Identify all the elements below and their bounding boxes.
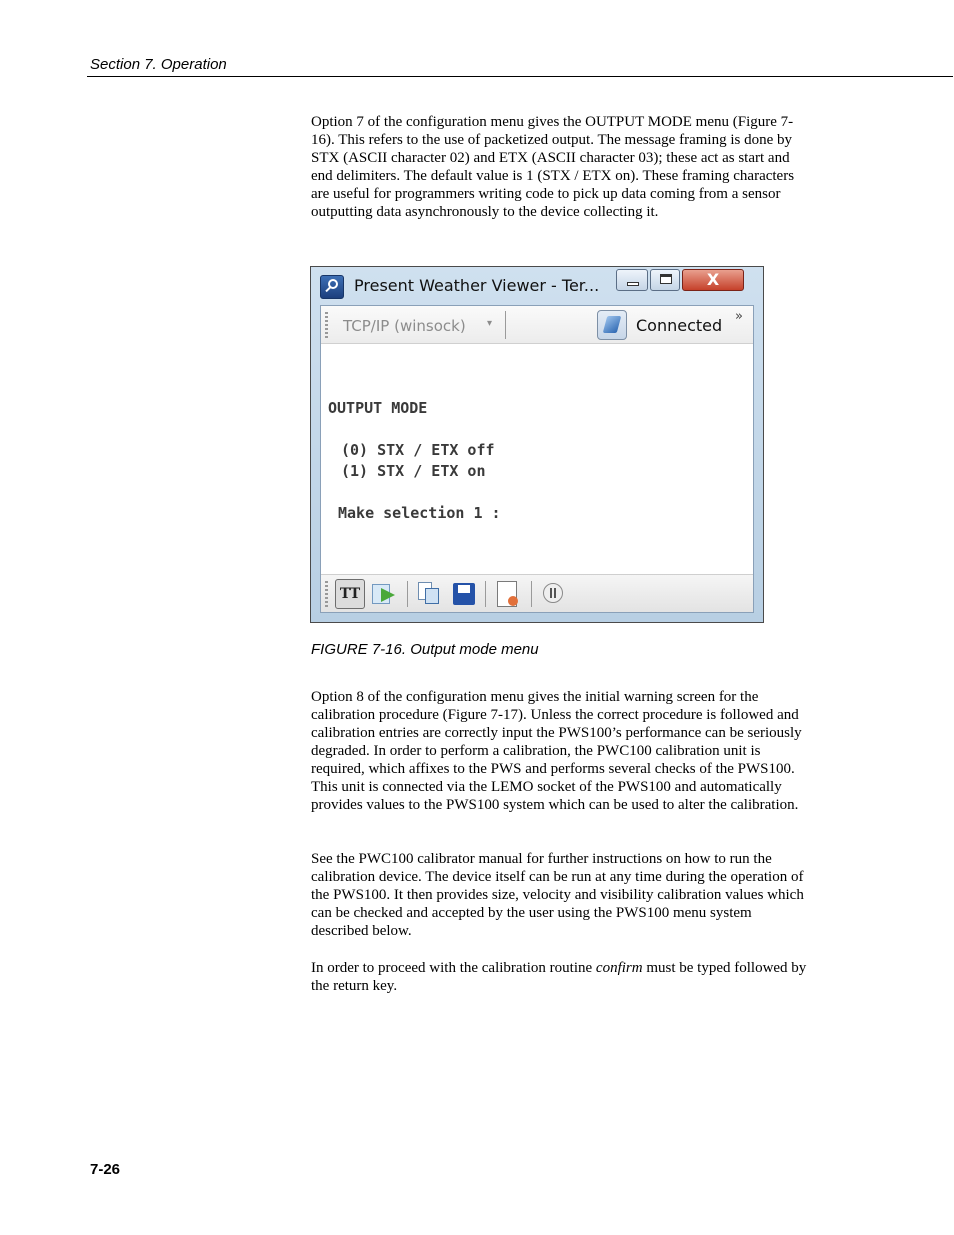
send-file-icon[interactable] — [369, 579, 399, 609]
minimize-button[interactable] — [616, 269, 648, 291]
caption-buttons — [616, 269, 759, 293]
close-icon: X — [706, 270, 720, 289]
text-mode-button[interactable]: TT — [335, 579, 365, 609]
section-header: Section 7. Operation — [90, 56, 227, 73]
close-button[interactable] — [682, 269, 744, 291]
header-rule — [87, 76, 953, 77]
app-icon — [320, 275, 344, 299]
chevron-down-icon[interactable]: ▾ — [487, 318, 493, 329]
paragraph-calibrator-manual: See the PWC100 calibrator manual for further instructions on how to run the calibration device. The device itself can be run at any time during the operation of the PWS100. It then provides size, velocity and visibility calibration values which can be checked and accepted by the user using the PWS100 menu system described below. — [311, 851, 804, 939]
toolbar-divider — [485, 581, 486, 607]
paragraph-output-mode: Option 7 of the configuration menu gives the OUTPUT MODE menu (Figure 7-16). This refers to the use of packetized output. The message framing is done by STX (ASCII character 02) and ETX (ASCII character 03); these act as start and end delimiters. The default value is 1 (STX / ETX on). These framing characters are useful for programmers writing code to pick up data coming from a sensor outputting data asynchronously to the device collecting it. — [311, 114, 795, 220]
page-number: 7-26 — [90, 1161, 121, 1178]
toolbar-grip[interactable] — [325, 581, 328, 607]
toolbar-overflow-icon[interactable]: » — [735, 309, 743, 324]
toolbar-divider — [505, 311, 506, 339]
copy-icon[interactable] — [415, 579, 445, 609]
paragraph-confirm — [311, 959, 811, 995]
toolbar-divider — [407, 581, 408, 607]
terminal-output[interactable] — [321, 344, 753, 570]
terminal-prompt: Make selection 1 : — [338, 504, 501, 522]
maximize-button[interactable] — [650, 269, 680, 291]
terminal-window-screenshot — [310, 266, 764, 623]
window-title: Present Weather Viewer - Ter... — [354, 276, 600, 295]
terminal-option-0: (0) STX / ETX off — [341, 441, 495, 459]
window-client-area — [320, 305, 754, 613]
connection-status-label: Connected — [636, 316, 723, 335]
toolbar-divider — [531, 581, 532, 607]
connect-icon[interactable] — [597, 310, 627, 340]
connection-toolbar — [321, 306, 753, 344]
pause-icon[interactable] — [539, 579, 569, 609]
window-titlebar — [311, 267, 763, 305]
terminal-toolbar — [321, 574, 753, 612]
figure-caption: FIGURE 7-16. Output mode menu — [311, 641, 539, 658]
log-file-icon[interactable] — [493, 579, 523, 609]
save-icon[interactable] — [449, 579, 479, 609]
terminal-option-1: (1) STX / ETX on — [341, 462, 486, 480]
terminal-heading: OUTPUT MODE — [328, 399, 428, 417]
confirm-keyword: confirm — [595, 960, 643, 976]
connection-type-select[interactable]: TCP/IP (winsock) — [343, 317, 466, 335]
toolbar-grip[interactable] — [325, 312, 328, 338]
paragraph-calibration: Option 8 of the configuration menu gives the initial warning screen for the calibration procedure (Figure 7-17). Unless the correct procedure is followed and calibration entries are correctly input the PWS100’s performance can be seriously degraded. In order to perform a calibration, the PWC100 calibration unit is required, which affixes to the PWS and performs several checks of the PWS100. This unit is connected via the LEMO socket of the PWS100 and automatically provides values to the PWS100 system which can be used to alter the calibration. — [311, 689, 802, 813]
confirm-text-before: In order to proceed with the calibration routine — [311, 960, 596, 976]
confirm-text-after: must be typed followed by the return key. — [311, 960, 807, 994]
